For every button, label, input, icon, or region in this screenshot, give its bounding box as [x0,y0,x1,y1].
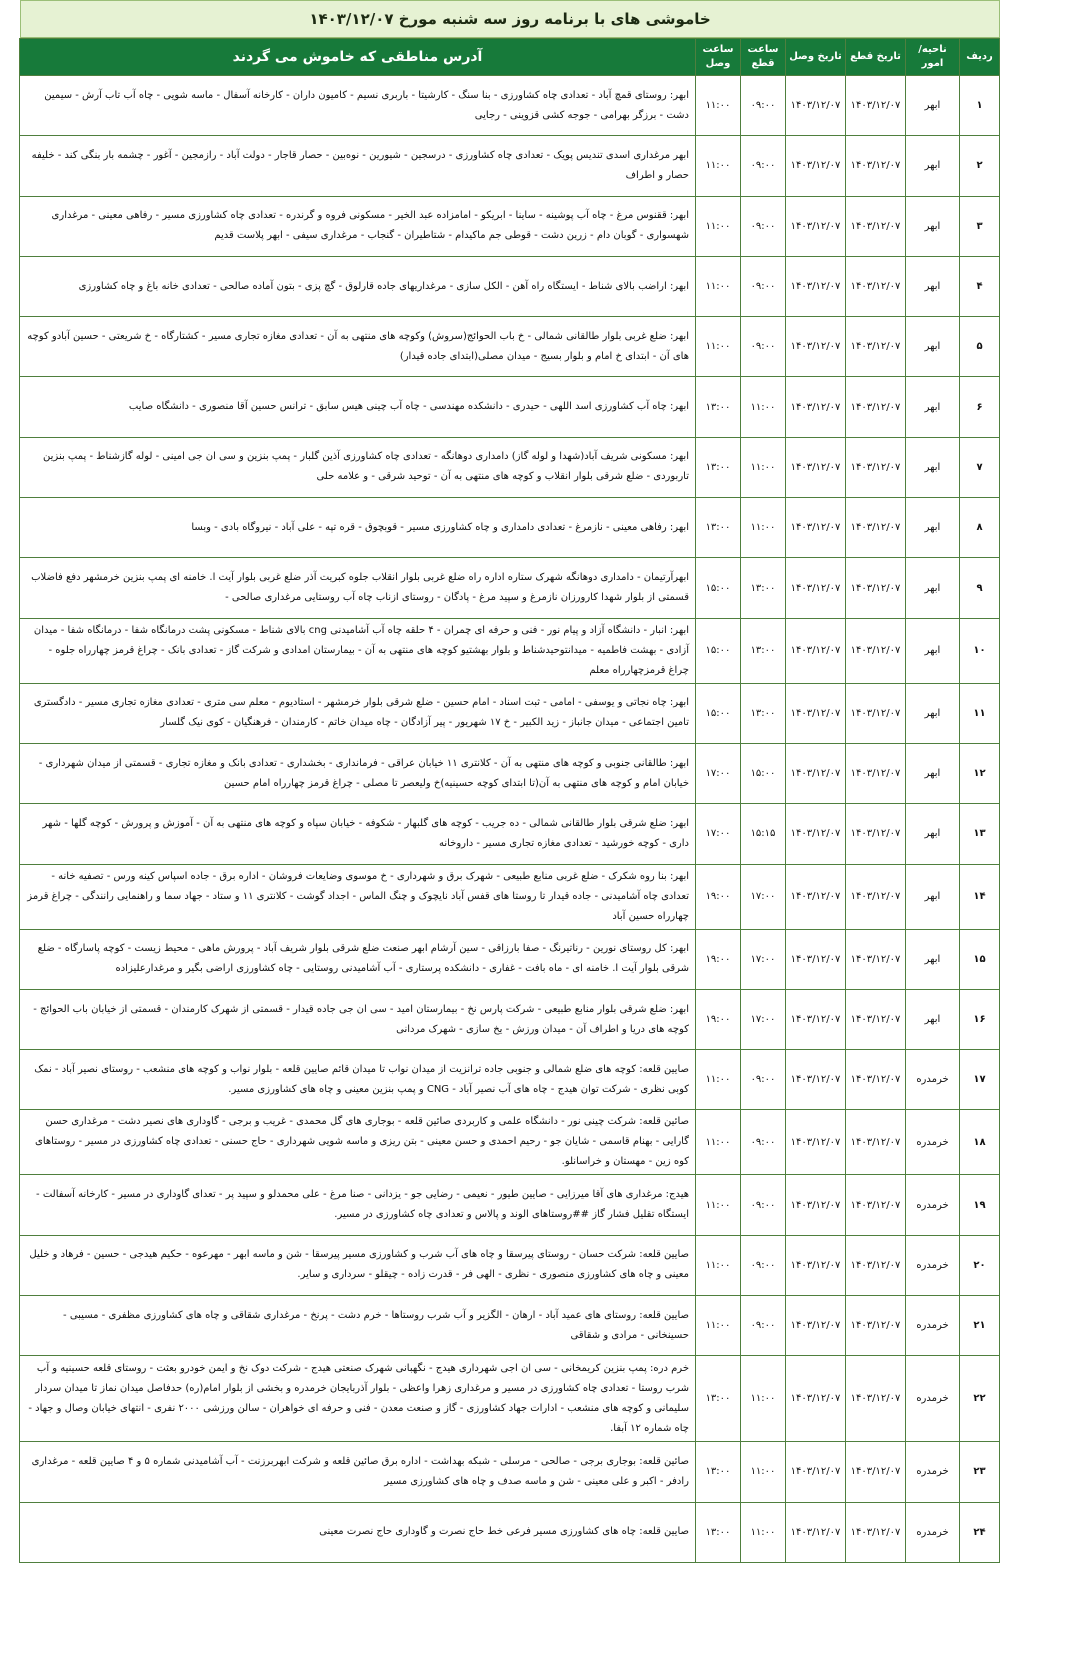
row-cut-time: ۱۱:۰۰ [741,1502,786,1562]
row-cut-time: ۱۳:۰۰ [741,558,786,618]
row-area: خرمدره [906,1502,960,1562]
row-area: خرمدره [906,1235,960,1295]
row-connect-time: ۱۳:۰۰ [696,1502,741,1562]
row-number: ۱۵ [960,929,1000,989]
row-number: ۱۰ [960,618,1000,683]
row-number: ۳ [960,196,1000,256]
row-connect-date: ۱۴۰۳/۱۲/۰۷ [786,256,846,316]
row-area: ابهر [906,683,960,743]
table-row [20,76,1000,136]
row-connect-time: ۱۳:۰۰ [696,498,741,558]
row-connect-date: ۱۴۰۳/۱۲/۰۷ [786,437,846,497]
row-cut-time: ۱۱:۰۰ [741,377,786,437]
row-cut-time: ۱۱:۰۰ [741,1442,786,1502]
row-number: ۱ [960,76,1000,136]
row-cut-date: ۱۴۰۳/۱۲/۰۷ [846,377,906,437]
row-area: خرمدره [906,1110,960,1175]
row-cut-time: ۱۷:۰۰ [741,864,786,929]
table-row [20,377,1000,437]
row-cut-time: ۰۹:۰۰ [741,136,786,196]
row-cut-date: ۱۴۰۳/۱۲/۰۷ [846,498,906,558]
row-address: ابهر: اراضب بالای شناط - ایستگاه راه آهن - الکل سازی - مرغداریهای جاده قارلوق - گچ پزی - بتون آماده صالحی - تعدادی خانه باغ و چاه کشاورزی [20,256,696,316]
row-address: ابهر: ققنوس مرغ - چاه آب پوشینه - ساینا - ابریکو - امامزاده عبد الخیر - مسکونی فروه و گرندره - تعدادی چاه کشاورزی مسیر - رفاهی معینی - مرغداری شهسواری - گوبان دام - زرین دشت - قوطی جم ماکیدام - شتاطیران - گنجاب - مرغداری سیفی - ابهر پلاست قدیم [20,196,696,256]
row-cut-time: ۰۹:۰۰ [741,1050,786,1110]
row-area: خرمدره [906,1296,960,1356]
row-connect-date: ۱۴۰۳/۱۲/۰۷ [786,1110,846,1175]
row-area: ابهر [906,929,960,989]
row-cut-time: ۰۹:۰۰ [741,317,786,377]
row-address: ابهر: طالقانی جنوبی و کوچه های منتهی به آن - کلانتری ۱۱ خیابان عراقی - فرمانداری - بخشداری - تعدادی بانک و مغازه تجاری - قسمتی از میدان شهرداری - خیابان امام و کوچه های منتهی به آن(تا ابتدای کوچه حسینیه)خ ولیعصر تا مصلی - چراغ قرمز چهارراه امام حسین [20,743,696,803]
row-address: ابهر: انبار - دانشگاه آزاد و پیام نور - فنی و حرفه ای چمران - ۴ حلقه چاه آب آشامیدنی cng بالای شناط - مسکونی پشت درمانگاه شفا - درمانگاه شفا - میدان آزادی - بهشت فاطمیه - میدانتوحیدشناط و بلوار بهشتیو کوچه های منتهی به آن - بیمارستان امدادی و شرکت گاز - تعدادی بانک - چراغ قرمز چهارراه جلوه - چراغ قرمزچهارراه معلم [20,618,696,683]
row-connect-date: ۱۴۰۳/۱۲/۰۷ [786,743,846,803]
header-address: آدرس مناطقی که خاموش می گردند [20,39,696,76]
row-cut-time: ۰۹:۰۰ [741,76,786,136]
row-cut-time: ۱۵:۰۰ [741,743,786,803]
row-address: صائین قلعه: بوجاری برجی - صالحی - مرسلی - شبکه بهداشت - اداره برق صائین قلعه و شرکت ابهربرزنت - آب آشامیدنی شماره ۵ و ۴ صایین قلعه - مرغداری رادفر - اکبر و علی معینی - شن و ماسه صدف و چاه های کشاورزی مسیر [20,1442,696,1502]
row-number: ۱۲ [960,743,1000,803]
row-address: ابهر: کل روستای نورین - رناتیرنگ - صفا بارزاقی - سین آرشام ابهر صنعت ضلع شرقی بلوار شریف آباد - پرورش ماهی - محیط زیست - کوچه پاسارگاه - ضلع شرقی بلوار آیت ا. خامنه ای - ماه بافت - غفاری - دانشکده پرستاری - آب آشامیدنی روستایی - چاه کشاورزی اراضی بگیر و مرغدارعلیزاده [20,929,696,989]
row-cut-date: ۱۴۰۳/۱۲/۰۷ [846,618,906,683]
row-connect-time: ۱۳:۰۰ [696,377,741,437]
row-connect-date: ۱۴۰۳/۱۲/۰۷ [786,377,846,437]
row-area: خرمدره [906,1356,960,1442]
row-connect-date: ۱۴۰۳/۱۲/۰۷ [786,1050,846,1110]
table-row [20,1050,1000,1110]
row-number: ۲۰ [960,1235,1000,1295]
row-area: ابهر [906,136,960,196]
row-connect-time: ۱۵:۰۰ [696,558,741,618]
table-row [20,1502,1000,1562]
row-connect-date: ۱۴۰۳/۱۲/۰۷ [786,498,846,558]
row-connect-date: ۱۴۰۳/۱۲/۰۷ [786,1502,846,1562]
row-connect-date: ۱۴۰۳/۱۲/۰۷ [786,196,846,256]
row-connect-time: ۱۱:۰۰ [696,1175,741,1235]
row-number: ۵ [960,317,1000,377]
row-connect-time: ۱۹:۰۰ [696,929,741,989]
row-number: ۲۲ [960,1356,1000,1442]
row-area: ابهر [906,989,960,1049]
row-area: ابهر [906,377,960,437]
row-area: خرمدره [906,1175,960,1235]
row-connect-time: ۱۷:۰۰ [696,804,741,864]
row-address: ابهر: ضلع غربی بلوار طالقانی شمالی - خ باب الحوائج(سروش) وکوچه های منتهی به آن - تعدادی مغازه تجاری مسیر - کشتارگاه - خ شریعتی - حسین آبادو کوچه های آن - ابتدای خ امام و بلوار بسیج - میدان مصلی(ابتدای جاده قیدار) [20,317,696,377]
row-connect-time: ۱۱:۰۰ [696,317,741,377]
row-address: ابهر: ضلع شرقی بلوار منابع طبیعی - شرکت پارس نخ - بیمارستان امید - سی ان جی جاده قیدار - قسمتی از شهرک کارمندان - قسمتی از خیابان باب الحوائج - کوچه های دریا و اطراف آن - میدان ورزش - یخ سازی - شهرک مردانی [20,989,696,1049]
header-area: ناحیه/امور [906,39,960,76]
outage-table [19,38,1000,1563]
row-connect-date: ۱۴۰۳/۱۲/۰۷ [786,804,846,864]
row-cut-time: ۱۳:۰۰ [741,683,786,743]
row-cut-date: ۱۴۰۳/۱۲/۰۷ [846,683,906,743]
row-connect-date: ۱۴۰۳/۱۲/۰۷ [786,1296,846,1356]
row-address: ابهر: بنا روه شکرک - ضلع غربی منابع طبیعی - شهرک برق و شهرداری - خ موسوی وضایعات فروشان - اداره برق - جاده اسپاس کینه ورس - تصفیه خانه - تعدادی چاه آشامیدنی - جاده قیدار تا روستا های قفس آباد نایچوک و چنگ الماس - اجداد گوشت - کلانتری ۱۱ و ستاد - جهاد سما و راهنمایی رانندگی - چراغ قرمز چهارراه حسین آباد [20,864,696,929]
row-cut-time: ۱۵:۱۵ [741,804,786,864]
row-cut-time: ۱۱:۰۰ [741,498,786,558]
row-address: صائین قلعه: شرکت چینی نور - دانشگاه علمی و کاربردی صائین قلعه - بوجاری های گل محمدی - غریب و برجی - گاوداری های نصیر دشت - مرغداری حسن گارایی - بهنام قاسمی - شایان جو - رحیم احمدی و حسن معینی - بتن ریزی و ماسه شویی شهرداری - حاج حسنی - تعدادی چاه کشاورزی در مسیر - روستاهای کوه زین - مهستان و خراسانلو. [20,1110,696,1175]
row-cut-time: ۱۱:۰۰ [741,1356,786,1442]
row-connect-time: ۱۹:۰۰ [696,864,741,929]
table-row [20,317,1000,377]
row-area: ابهر [906,864,960,929]
row-area: ابهر [906,498,960,558]
table-row [20,196,1000,256]
row-area: ابهر [906,743,960,803]
row-cut-date: ۱۴۰۳/۱۲/۰۷ [846,1442,906,1502]
row-connect-date: ۱۴۰۳/۱۲/۰۷ [786,864,846,929]
row-address: ابهر: ضلع شرقی بلوار طالقانی شمالی - ده جریب - کوچه های گلبهار - شکوفه - خیابان سپاه و کوچه های منتهی به آن - آموزش و پرورش - کوچه گلها - شهر داری - کوچه خورشید - تعدادی مغازه تجاری مسیر - داروخانه [20,804,696,864]
table-row [20,1110,1000,1175]
row-connect-time: ۱۵:۰۰ [696,618,741,683]
header-cut-time: ساعت قطع [741,39,786,76]
row-connect-time: ۱۱:۰۰ [696,1296,741,1356]
header-connect-date: تاریخ وصل [786,39,846,76]
row-cut-date: ۱۴۰۳/۱۲/۰۷ [846,1175,906,1235]
row-number: ۱۷ [960,1050,1000,1110]
row-cut-time: ۱۷:۰۰ [741,929,786,989]
row-cut-time: ۰۹:۰۰ [741,256,786,316]
table-row [20,1296,1000,1356]
row-connect-time: ۱۵:۰۰ [696,683,741,743]
table-row [20,256,1000,316]
table-row [20,136,1000,196]
row-cut-date: ۱۴۰۳/۱۲/۰۷ [846,317,906,377]
table-row [20,1442,1000,1502]
row-connect-date: ۱۴۰۳/۱۲/۰۷ [786,1356,846,1442]
row-connect-date: ۱۴۰۳/۱۲/۰۷ [786,76,846,136]
header-row-number: ردیف [960,39,1000,76]
row-address: ابهر: چاه آب کشاورزی اسد اللهی - حیدری - دانشکده مهندسی - چاه آب چینی هیس سابق - ترانس حسین آقا منصوری - دانشگاه صایب [20,377,696,437]
row-cut-time: ۰۹:۰۰ [741,1296,786,1356]
table-row [20,804,1000,864]
table-row [20,1175,1000,1235]
row-address: صایین قلعه: کوچه های ضلع شمالی و جنوبی جاده ترانزیت از میدان نواب تا میدان قائم صایین قلعه - بلوار نواب و کوچه های منشعب - روستای نصیر آباد - نمک کوبی نظری - شرکت توان هیدج - چاه های آب نصیر آباد - CNG و پمپ بنزین معینی و چاه های کشاورزی مسیر. [20,1050,696,1110]
row-cut-date: ۱۴۰۳/۱۲/۰۷ [846,864,906,929]
row-cut-date: ۱۴۰۳/۱۲/۰۷ [846,1356,906,1442]
row-area: ابهر [906,317,960,377]
row-connect-time: ۱۷:۰۰ [696,743,741,803]
table-row [20,864,1000,929]
row-area: ابهر [906,256,960,316]
row-number: ۴ [960,256,1000,316]
row-connect-time: ۱۱:۰۰ [696,76,741,136]
row-cut-date: ۱۴۰۳/۱۲/۰۷ [846,76,906,136]
row-connect-date: ۱۴۰۳/۱۲/۰۷ [786,1442,846,1502]
row-area: ابهر [906,804,960,864]
row-address: ابهر: روستای قمچ آباد - تعدادی چاه کشاورزی - بنا سنگ - کارشیتا - باربری نسیم - کامیون داران - کارخانه آسفال - ماسه شویی - چاه آب تاب آرش - سیمین دشت - برزگر بهرامی - جوجه کشی قزوینی - رجایی [20,76,696,136]
row-cut-date: ۱۴۰۳/۱۲/۰۷ [846,743,906,803]
page-title: خاموشی های با برنامه روز سه شنبه مورخ ۱۴۰۳/۱۲/۰۷ [20,0,1000,38]
row-cut-time: ۱۱:۰۰ [741,437,786,497]
row-number: ۱۱ [960,683,1000,743]
row-connect-time: ۱۱:۰۰ [696,136,741,196]
row-cut-time: ۱۷:۰۰ [741,989,786,1049]
row-connect-date: ۱۴۰۳/۱۲/۰۷ [786,618,846,683]
row-connect-date: ۱۴۰۳/۱۲/۰۷ [786,929,846,989]
row-connect-time: ۱۱:۰۰ [696,1110,741,1175]
table-row [20,683,1000,743]
row-connect-time: ۱۳:۰۰ [696,1356,741,1442]
row-cut-date: ۱۴۰۳/۱۲/۰۷ [846,1110,906,1175]
row-connect-date: ۱۴۰۳/۱۲/۰۷ [786,683,846,743]
row-area: ابهر [906,196,960,256]
table-row [20,437,1000,497]
row-number: ۱۳ [960,804,1000,864]
row-cut-date: ۱۴۰۳/۱۲/۰۷ [846,1235,906,1295]
row-cut-time: ۰۹:۰۰ [741,1235,786,1295]
row-connect-date: ۱۴۰۳/۱۲/۰۷ [786,1175,846,1235]
row-address: صایین قلعه: چاه های کشاورزی مسیر فرعی خط حاج نصرت و گاوداری حاج نصرت معینی [20,1502,696,1562]
row-number: ۱۸ [960,1110,1000,1175]
row-address: صایین قلعه: روستای های عمید آباد - ارهان - الگزیر و آب شرب روستاها - خرم دشت - پرنخ - مرغداری شقاقی و چاه های کشاورزی مظفری - مسیبی - حسینخانی - مرادی و شقاقی [20,1296,696,1356]
row-address: ابهر: چاه نجاتی و یوسفی - امامی - ثبت اسناد - امام حسین - ضلع شرقی بلوار خرمشهر - استادیوم - معلم سی متری - تعدادی مغازه تجاری مسیر - دادگستری تامین اجتماعی - میدان جانباز - زید الکبیر - خ ۱۷ شهریور - پیر آزادگان - چاه میدان خاتم - کارمندان - فرهنگیان - کوی نیک گلسار [20,683,696,743]
row-area: ابهر [906,76,960,136]
row-area: خرمدره [906,1442,960,1502]
row-number: ۱۶ [960,989,1000,1049]
table-row [20,1356,1000,1442]
row-connect-time: ۱۳:۰۰ [696,1442,741,1502]
row-address: ابهر مرغداری اسدی تندیس پویک - تعدادی چاه کشاورزی - درسجین - شیورین - نوه‌بین - حصار قاجار - دولت آباد - رازمجین - آغور - چشمه بار بنگی کند - خلیفه حصار و اطراف [20,136,696,196]
table-row [20,743,1000,803]
row-area: خرمدره [906,1050,960,1110]
row-connect-date: ۱۴۰۳/۱۲/۰۷ [786,989,846,1049]
row-cut-time: ۰۹:۰۰ [741,196,786,256]
row-area: ابهر [906,618,960,683]
table-row [20,558,1000,618]
row-address: ابهرآرتیمان - دامداری دوهانگه شهرک ستاره اداره راه ضلع غربی بلوار انقلاب جلوه کبریت آذر ضلع غربی بلوار آیت ا. خامنه ای پمپ بنزین خرمشهر دفع فاضلاب قسمتی از بلوار شهدا کارورزان نازمرغ و سپید مرغ - پادگان - روستای ازناب چاه آب روستایی مرغداری صالحی - [20,558,696,618]
row-cut-date: ۱۴۰۳/۱۲/۰۷ [846,437,906,497]
row-cut-date: ۱۴۰۳/۱۲/۰۷ [846,558,906,618]
row-connect-time: ۱۱:۰۰ [696,1235,741,1295]
row-number: ۶ [960,377,1000,437]
table-row [20,1235,1000,1295]
row-area: ابهر [906,437,960,497]
row-cut-date: ۱۴۰۳/۱۲/۰۷ [846,929,906,989]
row-cut-date: ۱۴۰۳/۱۲/۰۷ [846,989,906,1049]
row-number: ۱۹ [960,1175,1000,1235]
row-cut-date: ۱۴۰۳/۱۲/۰۷ [846,1050,906,1110]
row-connect-date: ۱۴۰۳/۱۲/۰۷ [786,1235,846,1295]
header-cut-date: تاریخ قطع [846,39,906,76]
table-row [20,498,1000,558]
row-address: خرم دره: پمپ بنزین کریمخانی - سی ان اجی شهرداری هیدج - نگهبانی شهرک صنعتی هیدج - شرکت دوک نخ و ایمن خودرو بعثت - روستای قلعه حسینیه و آب شرب روستا - تعدادی چاه کشاورزی در مسیر و مرغداری زهرا واعظی - بلوار آذربایجان خرمدره و بخشی از بلوار امام(ره) حدفاصل میدان نماز تا میدان سردار سلیمانی و کوچه های منشعب - ادارات جهاد کشاورزی - گاز و صنعت معدن - فنی و حرفه ای خواهران - سالن ورزشی ۲۰۰۰ نفری - انتهای خیابان وصال و جهاد - چاه شماره ۱۲ آبفا. [20,1356,696,1442]
row-number: ۱۴ [960,864,1000,929]
row-address: هیدج: مرغداری های آقا میرزایی - صایین طیور - نعیمی - رضایی جو - یزدانی - صنا مرغ - علی محمدلو و سپید پر - تعدای گاوداری در مسیر - کارخانه آسفالت - ایستگاه تقلیل فشار گاز ##روستاهای الوند و پالاس و تعدادی چاه کشاورزی در مسیر. [20,1175,696,1235]
row-number: ۲۳ [960,1442,1000,1502]
row-connect-date: ۱۴۰۳/۱۲/۰۷ [786,558,846,618]
row-connect-time: ۱۳:۰۰ [696,437,741,497]
row-number: ۸ [960,498,1000,558]
row-cut-time: ۱۳:۰۰ [741,618,786,683]
table-header-row [20,39,1000,76]
row-cut-date: ۱۴۰۳/۱۲/۰۷ [846,1502,906,1562]
row-cut-date: ۱۴۰۳/۱۲/۰۷ [846,256,906,316]
row-number: ۲ [960,136,1000,196]
row-cut-date: ۱۴۰۳/۱۲/۰۷ [846,136,906,196]
row-number: ۲۴ [960,1502,1000,1562]
row-cut-time: ۰۹:۰۰ [741,1175,786,1235]
row-connect-time: ۱۱:۰۰ [696,196,741,256]
table-row [20,929,1000,989]
row-cut-date: ۱۴۰۳/۱۲/۰۷ [846,804,906,864]
row-address: صایین قلعه: شرکت حسان - روستای پیرسقا و چاه های آب شرب و کشاورزی مسیر پیرسقا - شن و ماسه ابهر - مهرعوه - حکیم هیدجی - حسین - فرهاد و خلیل معینی و چاه های کشاورزی منصوری - نظری - الهی فر - قدرت زاده - چیقلو - سرداری و سایر. [20,1235,696,1295]
table-row [20,618,1000,683]
row-area: ابهر [906,558,960,618]
row-connect-time: ۱۹:۰۰ [696,989,741,1049]
schedule-sheet [20,0,1000,1563]
row-connect-time: ۱۱:۰۰ [696,1050,741,1110]
header-connect-time: ساعت وصل [696,39,741,76]
row-address: ابهر: مسکونی شریف آباد(شهدا و لوله گاز) دامداری دوهانگه - تعدادی چاه کشاورزی آذین گلبار - پمپ بنزین و سی ان جی امینی - لوله گازشناط - پمپ بنزین تاربوردی - ضلع شرقی بلوار انقلاب و کوچه های منتهی به آن - توحید شرقی - و علامه حلی [20,437,696,497]
row-number: ۲۱ [960,1296,1000,1356]
row-number: ۹ [960,558,1000,618]
table-row [20,989,1000,1049]
row-connect-time: ۱۱:۰۰ [696,256,741,316]
row-address: ابهر: رفاهی معینی - نازمرغ - تعدادی دامداری و چاه کشاورزی مسیر - قوبچوق - قره تپه - علی آباد - نیروگاه بادی - وبسا [20,498,696,558]
row-cut-date: ۱۴۰۳/۱۲/۰۷ [846,1296,906,1356]
row-connect-date: ۱۴۰۳/۱۲/۰۷ [786,317,846,377]
row-cut-date: ۱۴۰۳/۱۲/۰۷ [846,196,906,256]
row-cut-time: ۰۹:۰۰ [741,1110,786,1175]
row-connect-date: ۱۴۰۳/۱۲/۰۷ [786,136,846,196]
row-number: ۷ [960,437,1000,497]
